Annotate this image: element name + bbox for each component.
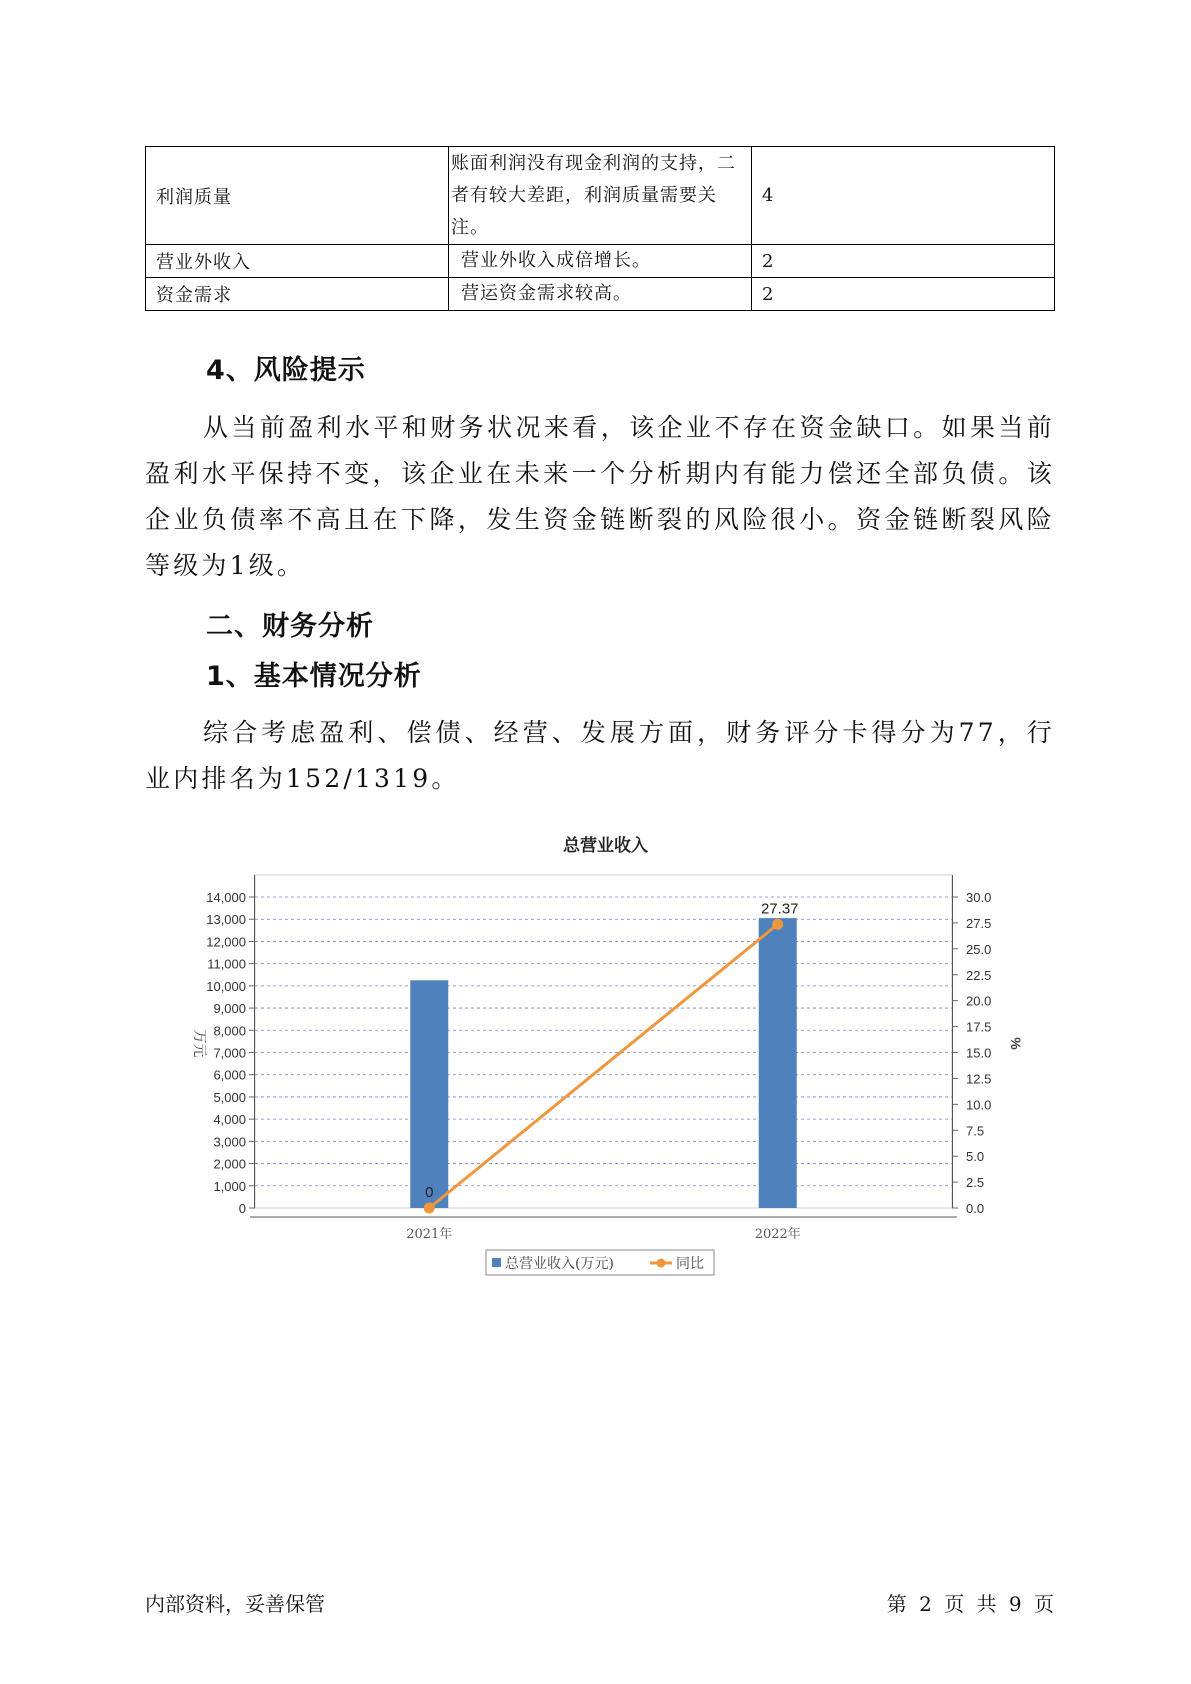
legend-bar-swatch [492,1258,501,1267]
legend-line-label: 同比 [676,1256,704,1272]
table-cell-desc: 账面利润没有现金利润的支持，二者有较大差距，利润质量需要关注。 [449,147,752,245]
y-axis-title: 万元 [191,1029,207,1058]
section-heading-risk: 4、风险提示 [206,355,366,386]
x-tick-label: 2022年 [754,1227,801,1242]
y2-tick-label: 15.0 [966,1045,992,1061]
table-cell-item: 营业外收入 [146,245,449,278]
y2-tick-label: 25.0 [966,941,992,957]
y2-tick-label: 30.0 [966,890,992,905]
y-tick-label: 8,000 [213,1023,246,1039]
y-tick-label: 2,000 [213,1156,246,1172]
chart-title: 总营业收入 [563,836,648,855]
y2-tick-label: 12.5 [966,1071,992,1087]
y-tick-label: 14,000 [206,890,246,905]
y-tick-label: 3,000 [213,1134,246,1150]
x-tick-label: 2021年 [406,1227,453,1242]
bar [759,918,797,1208]
footer-page-number: 第 2 页 共 9 页 [886,1592,1054,1616]
y-tick-label: 6,000 [213,1067,246,1083]
table-cell-desc: 营业外收入成倍增长。 [449,245,752,278]
legend-line-marker [657,1259,666,1268]
plot-frame [255,875,952,1208]
y2-tick-label: 5.0 [966,1149,985,1165]
y-tick-label: 5,000 [213,1089,246,1105]
table-cell-desc: 营运资金需求较高。 [449,278,752,311]
y2-tick-label: 7.5 [966,1123,985,1139]
y2-tick-label: 27.5 [966,915,992,931]
y2-tick-label: 10.0 [966,1097,992,1113]
y-tick-label: 11,000 [207,956,246,972]
line-point [772,919,783,930]
y2-tick-label: 20.0 [966,993,992,1009]
y-tick-label: 13,000 [206,912,246,928]
data-label: 0 [425,1184,434,1201]
y2-axis-title: % [1008,1037,1024,1050]
y-tick-label: 10,000 [206,978,246,994]
line-series [429,924,778,1208]
y-tick-label: 9,000 [213,1001,246,1017]
y-tick-label: 0 [238,1201,246,1216]
finance-paragraph: 综合考虑盈利、偿债、经营、发展方面，财务评分卡得分为77，行业内排名为152/1319。 [145,718,1055,793]
footer-confidential: 内部资料，妥善保管 [145,1592,325,1616]
y-tick-label: 12,000 [206,934,246,950]
risk-paragraph: 从当前盈利水平和财务状况来看，该企业不存在资金缺口。如果当前盈利水平保持不变，该企业在未来一个分析期内有能力偿还全部负债。该企业负债率不高且在下降，发生资金链断裂的风险很小。资金链断裂风险等级为1级。 [145,413,1055,580]
y-tick-label: 1,000 [213,1178,246,1194]
y-tick-label: 7,000 [213,1045,246,1061]
section-heading-finance: 二、财务分析 [206,611,374,642]
table-cell-item: 资金需求 [146,278,449,311]
y2-tick-label: 0.0 [966,1201,985,1216]
line-point [424,1203,435,1214]
y2-tick-label: 2.5 [966,1175,985,1191]
subsection-heading-basic: 1、基本情况分析 [206,661,422,692]
legend-bar-label: 总营业收入(万元) [505,1256,614,1272]
bar [410,980,448,1208]
table-cell-item: 利润质量 [146,147,449,245]
data-label: 27.37 [760,900,799,918]
table-cell-score: 2 [752,278,1055,311]
table-cell-score: 2 [752,245,1055,278]
table-cell-score: 4 [752,147,1055,245]
y2-tick-label: 17.5 [966,1019,992,1035]
y2-tick-label: 22.5 [966,967,992,983]
y-tick-label: 4,000 [213,1112,246,1128]
